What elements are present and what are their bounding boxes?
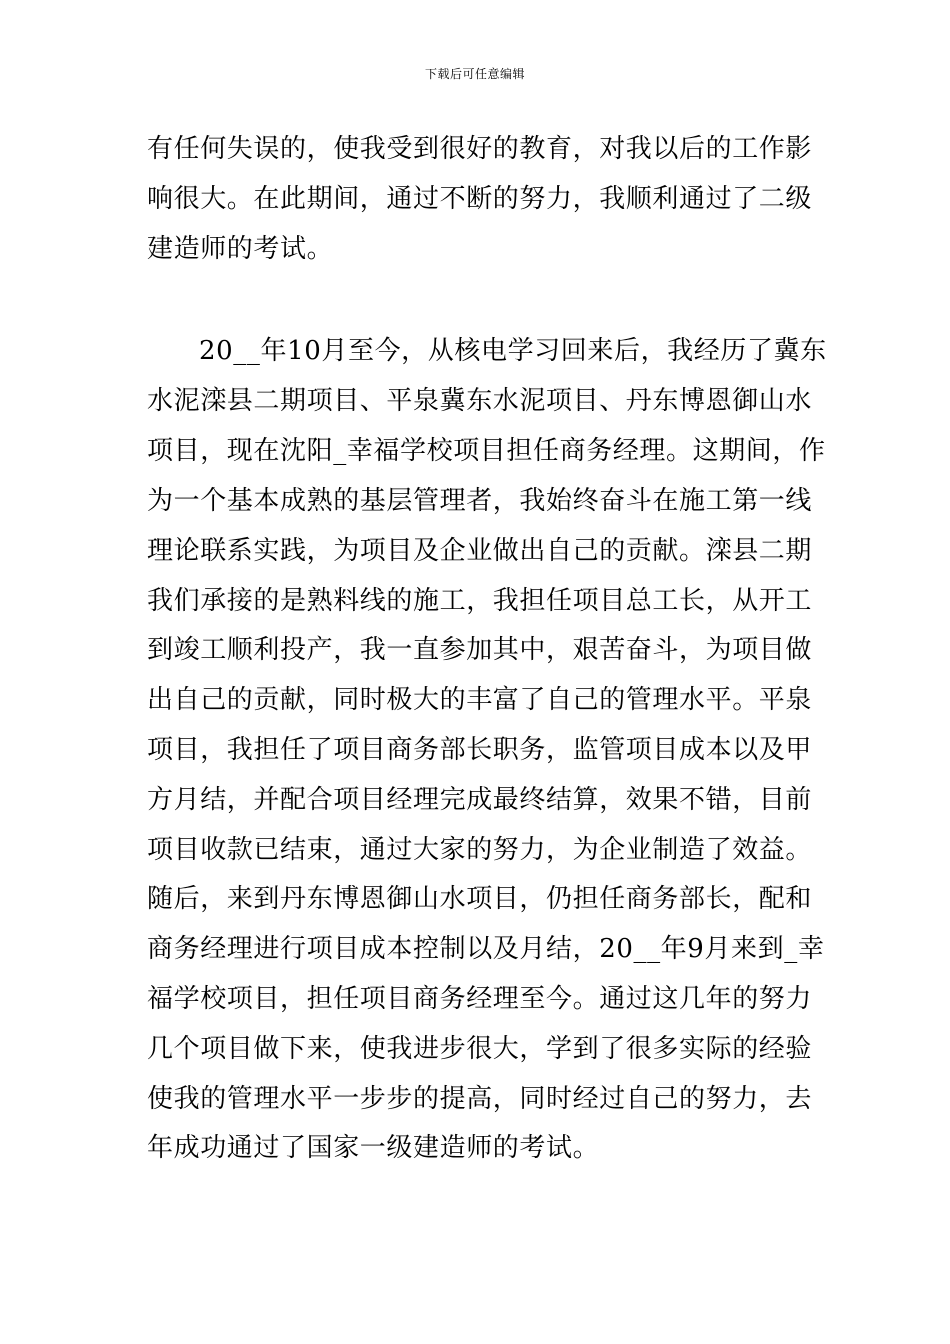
paragraph-2-line-15: 几个项目做下来，使我进步很大，学到了很多实际的经验 (147, 1034, 813, 1064)
paragraph-2-line-3: 项目，现在沈阳_幸福学校项目担任商务经理。这期间，作 (147, 436, 826, 466)
paragraph-2-line-12: 随后，来到丹东博恩御山水项目，仍担任商务部长，配和 (147, 884, 813, 914)
paragraph-2-line-7: 到竣工顺利投产，我一直参加其中，艰苦奋斗，为项目做 (147, 635, 813, 665)
paragraph-2-line-2: 水泥滦县二期项目、平泉冀东水泥项目、丹东博恩御山水 (147, 386, 813, 416)
paragraph-2-line-4: 为一个基本成熟的基层管理者，我始终奋斗在施工第一线 (147, 486, 813, 516)
paragraph-2-line-13: 商务经理进行项目成本控制以及月结，20__年9月来到_幸 (147, 934, 825, 964)
page-header: 下载后可任意编辑 (424, 67, 525, 81)
paragraph-2-line-9: 项目，我担任了项目商务部长职务，监管项目成本以及甲 (147, 735, 813, 765)
paragraph-2-line-16: 使我的管理水平一步步的提高，同时经过自己的努力，去 (147, 1084, 813, 1114)
paragraph-1-line-3: 建造师的考试。 (147, 234, 334, 264)
paragraph-2-line-6: 我们承接的是熟料线的施工，我担任项目总工长，从开工 (147, 586, 813, 616)
paragraph-2-line-10: 方月结，并配合项目经理完成最终结算，效果不错，目前 (147, 785, 813, 815)
paragraph-2-line-5: 理论联系实践，为项目及企业做出自己的贡献。滦县二期 (147, 536, 813, 566)
paragraph-1-line-1: 有任何失误的，使我受到很好的教育，对我以后的工作影 (147, 134, 813, 164)
paragraph-2-line-14: 福学校项目，担任项目商务经理至今。通过这几年的努力 (147, 984, 813, 1014)
paragraph-2-line-1: 20__年10月至今，从核电学习回来后，我经历了冀东 (199, 336, 827, 366)
paragraph-2-line-11: 项目收款已结束，通过大家的努力，为企业制造了效益。 (147, 835, 813, 865)
paragraph-2-line-8: 出自己的贡献，同时极大的丰富了自己的管理水平。平泉 (147, 685, 813, 715)
paragraph-1-line-2: 响很大。在此期间，通过不断的努力，我顺利通过了二级 (147, 184, 813, 214)
paragraph-2-line-17: 年成功通过了国家一级建造师的考试。 (147, 1133, 600, 1163)
